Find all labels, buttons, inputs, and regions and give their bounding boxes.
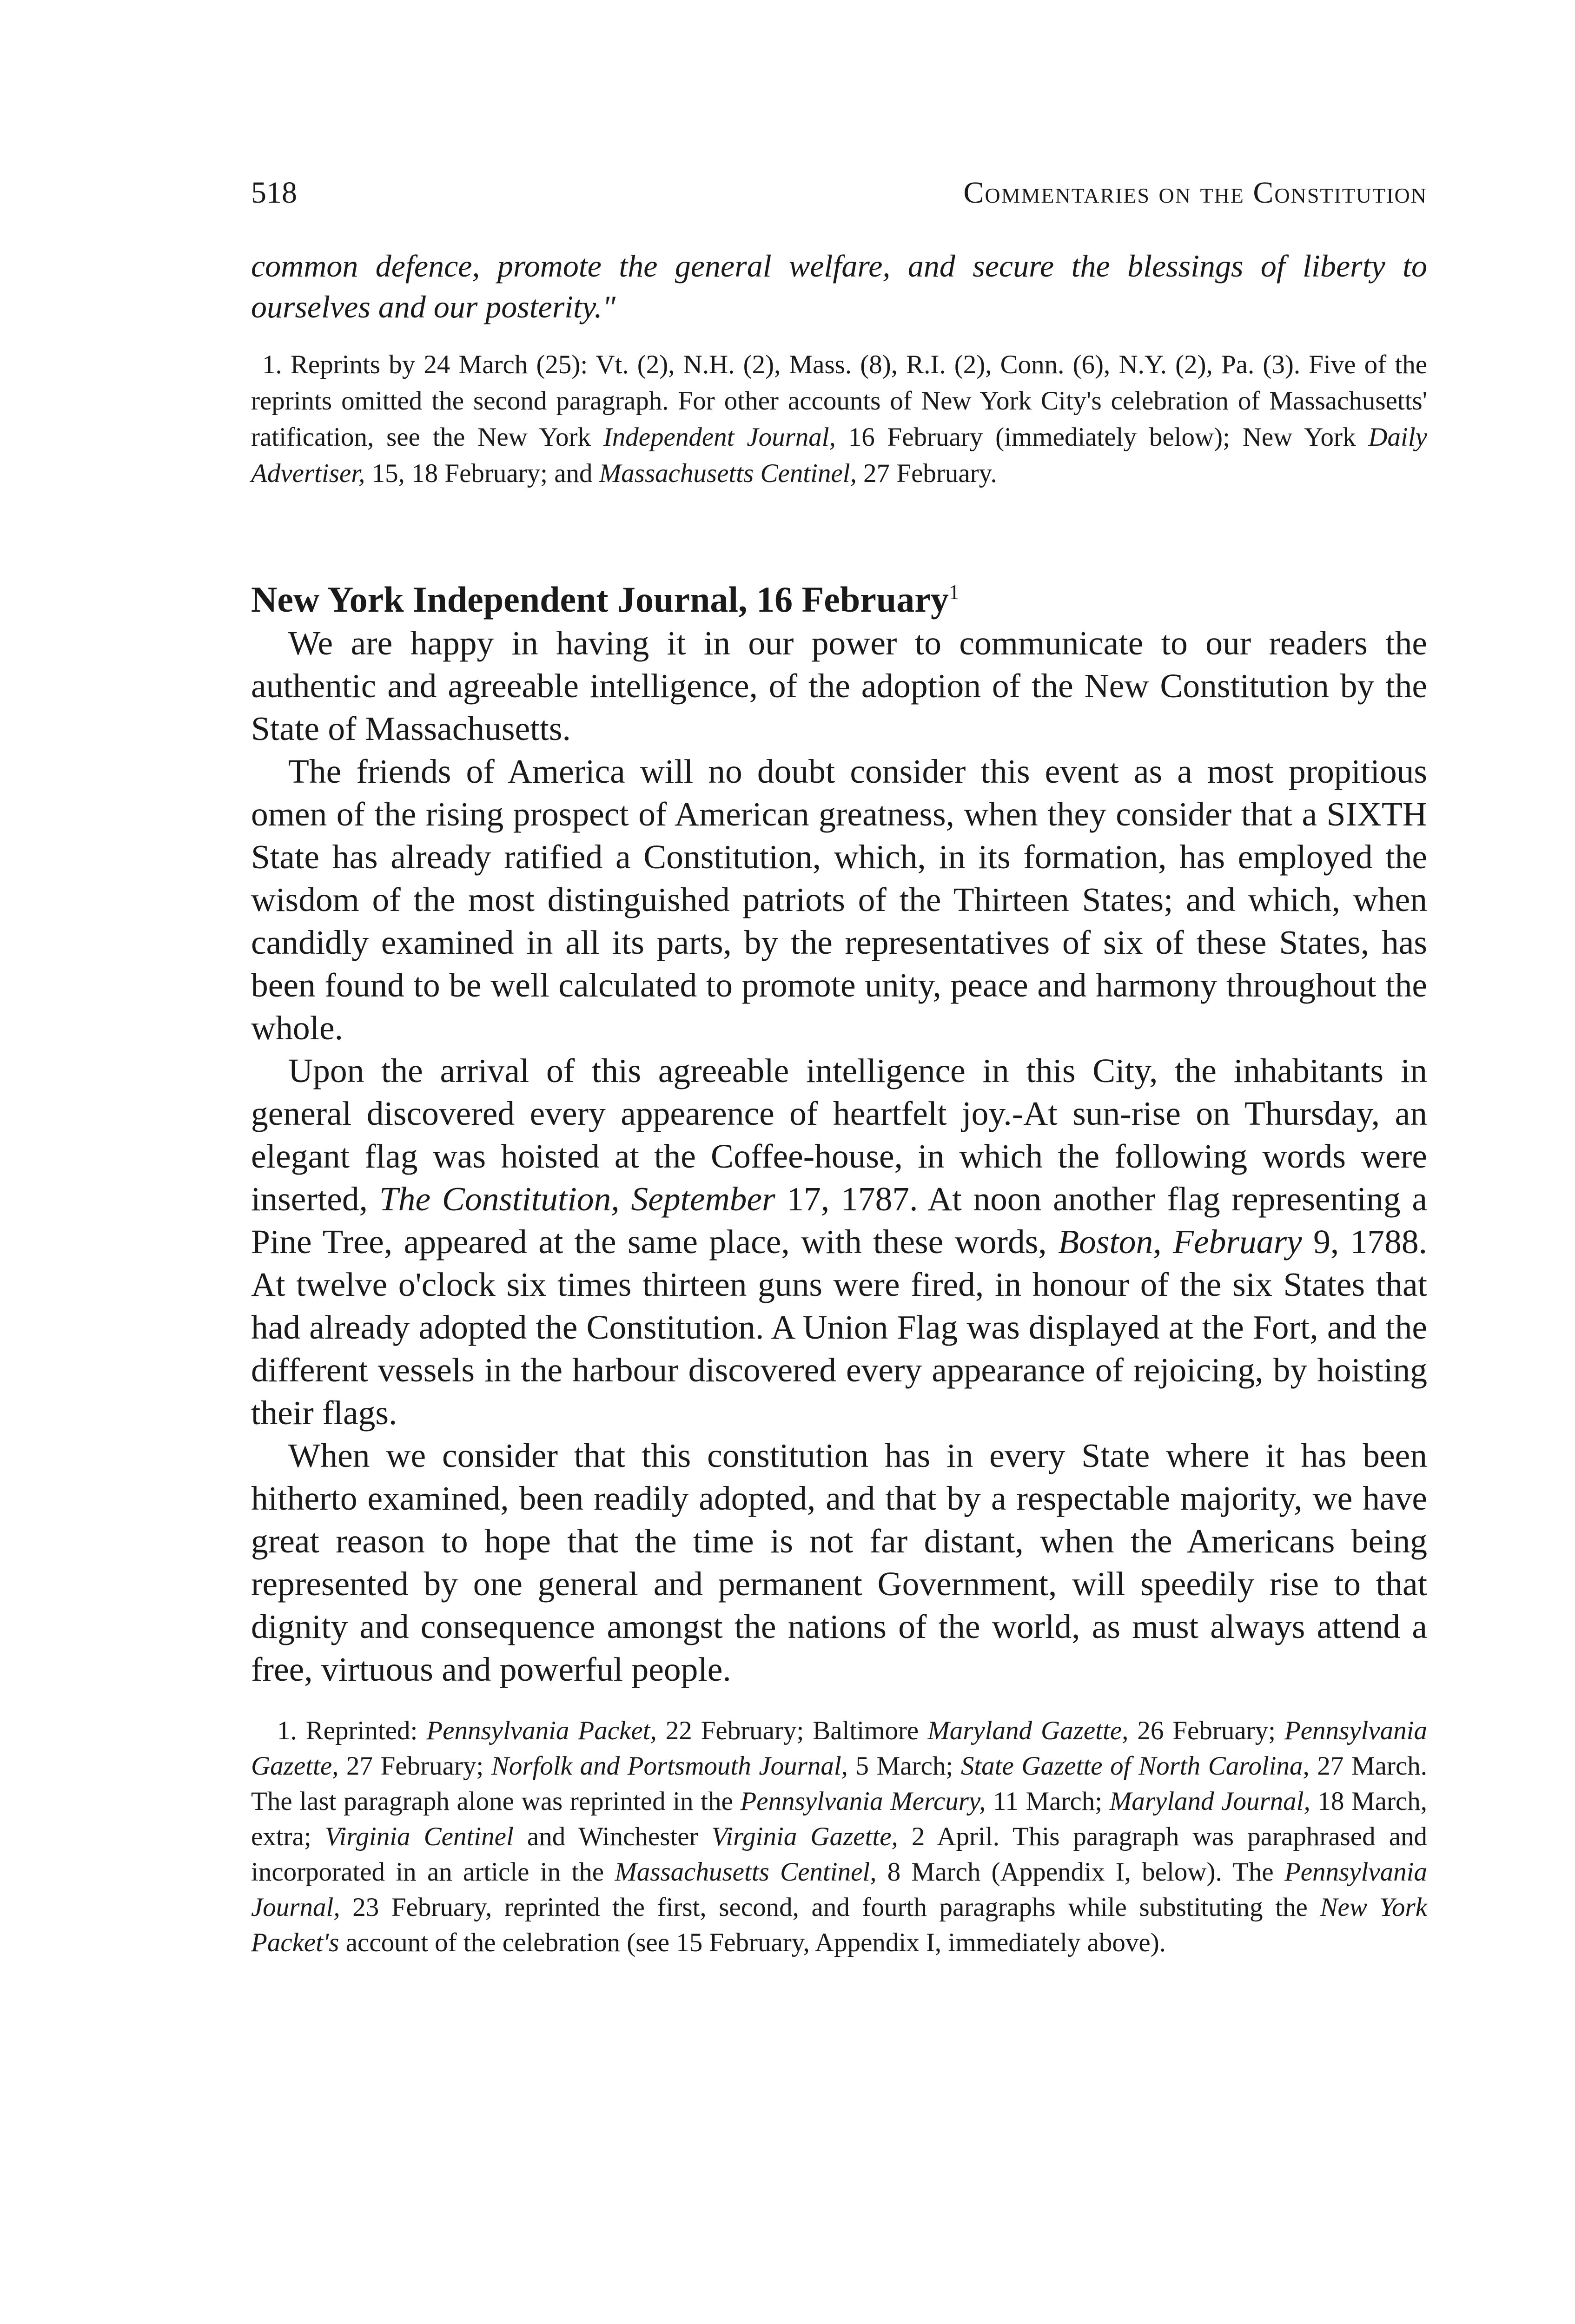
preamble-continuation: common defence, promote the general welfare, and secure the blessings of liberty to ourselves and our posterity."	[251, 248, 1427, 324]
footnote-marker: 1	[948, 580, 960, 604]
book-page	[251, 167, 1427, 1961]
article-paragraph-4: When we consider that this constitution has in every State where it has been hitherto examined, been readily adopted, and that by a respectable majority, we have great reason to hope that the time is not far distant, when the Americans being represented by one general and permanent Government, will speedily rise to that dignity and consequence amongst the nations of the world, as must always attend a free, virtuous and powerful people.	[251, 1437, 1427, 1688]
article-paragraph-1: We are happy in having it in our power to communicate to our readers the authentic and agreeable intelligence, of the adoption of the New Constitution by the State of Massachusetts.	[251, 624, 1427, 747]
page-header	[251, 167, 1427, 218]
article-paragraph-2: The friends of America will no doubt consider this event as a most propitious omen of the rising prospect of American greatness, when they consider that a SIXTH State has already ratified a Constitution, which, in its formation, has employed the wisdom of the most distinguished patriots of the Thirteen States; and which, when candidly examined in all its parts, by the representatives of six of these States, has been found to be well calculated to promote unity, peace and harmony throughout the whole.	[251, 753, 1427, 1047]
page-number: 518	[251, 176, 297, 210]
article-paragraph-3: Upon the arrival of this agreeable intelligence in this City, the inhabitants in general discovered every appearence of heartfelt joy.-At sun-rise on Thursday, an elegant flag was hoisted at the Coffee-house, in which the following words were inserted, The Constitution, September 17, 1787. At noon another flag representing a Pine Tree, appeared at the same place, with these words, Boston, February 9, 1788. At twelve o'clock six times thirteen guns were fired, in honour of the six States that had already adopted the Constitution. A Union Flag was displayed at the Fort, and the different vessels in the harbour discovered every appearance of rejoicing, by hoisting their flags.	[251, 1052, 1428, 1432]
previous-document-note: 1. Reprints by 24 March (25): Vt. (2), N.H. (2), Mass. (8), R.I. (2), Conn. (6), N.Y. (2), Pa. (3). Five of the reprints omitted the second paragraph. For other accounts of New York City's celebration of Massachusetts' ratification, see the New York Independent Journal, 16 February (immediately below); New York Daily Advertiser, 15, 18 February; and Massachusetts Centinel, 27 February.	[251, 350, 1427, 488]
article-title: New York Independent Journal, 16 February$^1$	[251, 579, 960, 620]
footnote-1: 1. Reprinted: Pennsylvania Packet, 22 February; Baltimore Maryland Gazette, 26 February; Pennsylvania Gazette, 27 February; Norfolk and Portsmouth Journal, 5 March; State Gazette of North Carolina, 27 March. The last paragraph alone was reprinted in the Pennsylvania Mercury, 11 March; Maryland Journal, 18 March, extra; Virginia Centinel and Winchester Virginia Gazette, 2 April. This paragraph was paraphrased and incorporated in an article in the Massachusetts Centinel, 8 March (Appendix I, below). The Pennsylvania Journal, 23 February, reprinted the first, second, and fourth paragraphs while substituting the New York Packet's account of the celebration (see 15 February, Appendix I, immediately above).	[251, 1716, 1428, 1957]
running-head: Commentaries on the Constitution	[963, 176, 1427, 210]
